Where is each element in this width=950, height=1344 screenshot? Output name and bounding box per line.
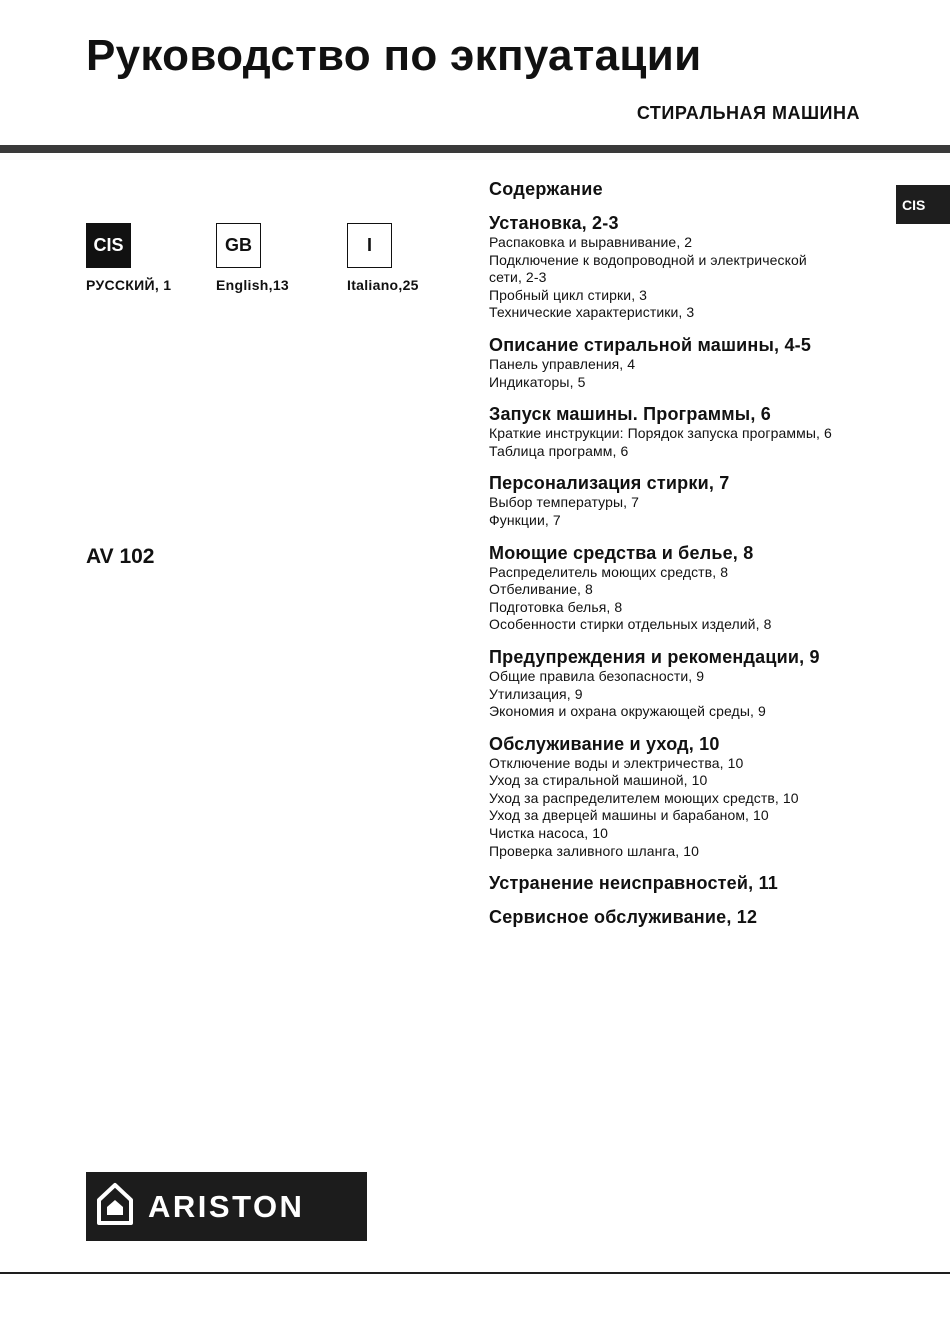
toc-section (489, 473, 874, 529)
ariston-logo (86, 1172, 367, 1241)
toc-heading: Содержание (489, 179, 603, 199)
toc-item[interactable]: Экономия и охрана окружающей среды, 9 (489, 703, 766, 720)
toc-item[interactable]: Уход за распределителем моющих средств, 10 (489, 789, 799, 806)
toc-section-title[interactable]: Обслуживание и уход, 10 (489, 733, 720, 754)
toc-item[interactable]: Технические характеристики, 3 (489, 304, 695, 321)
toc-section (489, 543, 874, 634)
toc-section (489, 404, 874, 460)
toc-item[interactable]: Распределитель моющих средств, 8 (489, 563, 729, 580)
page-subtitle: СТИРАЛЬНАЯ МАШИНА (636, 103, 860, 123)
toc-item[interactable]: Отключение воды и электричества, 10 (489, 754, 744, 771)
toc-section-title[interactable]: Описание стиральной машины, 4-5 (489, 334, 812, 355)
toc-item[interactable]: Функции, 7 (489, 511, 561, 528)
language-box-gb[interactable]: GB (216, 223, 261, 268)
toc-section (489, 647, 874, 721)
toc-item[interactable]: Панель управления, 4 (489, 355, 636, 372)
toc-section (489, 213, 874, 322)
toc-item[interactable]: Проверка заливного шланга, 10 (489, 842, 699, 859)
toc-item[interactable]: Индикаторы, 5 (489, 373, 586, 390)
toc-item[interactable]: Общие правила безопасности, 9 (489, 667, 705, 684)
toc-item[interactable]: Распаковка и выравнивание, 2 (489, 234, 693, 250)
toc-section-title[interactable]: Устранение неисправностей, 11 (489, 873, 778, 894)
toc-section (489, 907, 874, 928)
language-label-gb: English,13 (216, 277, 290, 293)
toc-item[interactable]: Особенности стирки отдельных изделий, 8 (489, 616, 772, 633)
toc-section (489, 873, 874, 894)
toc-section-title[interactable]: Предупреждения и рекомендации, 9 (489, 646, 820, 667)
toc-item[interactable]: Чистка насоса, 10 (489, 825, 608, 842)
language-box-cis[interactable]: CIS (86, 223, 131, 268)
footer-divider (0, 1272, 950, 1274)
page-title: Руководство по экпуатации (86, 31, 702, 80)
toc-item[interactable]: Таблица программ, 6 (489, 442, 629, 459)
toc-section (489, 734, 874, 861)
toc-section-title[interactable]: Запуск машины. Программы, 6 (489, 404, 771, 425)
logo-wordmark: ARISTON (148, 1188, 305, 1224)
toc-sections (489, 213, 874, 928)
toc-item[interactable]: Краткие инструкции: Порядок запуска программы, 6 (489, 425, 832, 442)
side-language-tab[interactable]: CIS (896, 185, 950, 224)
header-divider (0, 145, 950, 153)
language-box-i[interactable]: I (347, 223, 392, 268)
language-label-i: Italiano,25 (347, 277, 419, 293)
toc-section (489, 335, 874, 391)
toc-section-title[interactable]: Сервисное обслуживание, 12 (489, 907, 758, 928)
house-icon (96, 1182, 134, 1231)
toc-section-title[interactable]: Моющие средства и белье, 8 (489, 542, 754, 563)
toc-section-title[interactable]: Персонализация стирки, 7 (489, 473, 730, 494)
language-label-cis: РУССКИЙ, 1 (86, 277, 172, 293)
table-of-contents (489, 178, 874, 941)
toc-item[interactable]: Отбеливание, 8 (489, 581, 593, 598)
model-number: AV 102 (86, 545, 155, 568)
toc-item[interactable]: Уход за стиральной машиной, 10 (489, 772, 708, 789)
toc-item[interactable]: Уход за дверцей машины и барабаном, 10 (489, 807, 769, 824)
toc-section-title[interactable]: Установка, 2-3 (489, 213, 619, 233)
toc-item[interactable]: Подключение к водопроводной и электрической (489, 251, 807, 268)
toc-item[interactable]: Пробный цикл стирки, 3 (489, 286, 648, 303)
toc-item[interactable]: Утилизация, 9 (489, 685, 583, 702)
toc-item[interactable]: Подготовка белья, 8 (489, 598, 623, 615)
toc-item[interactable]: сети, 2-3 (489, 269, 547, 286)
toc-item[interactable]: Выбор температуры, 7 (489, 494, 640, 511)
